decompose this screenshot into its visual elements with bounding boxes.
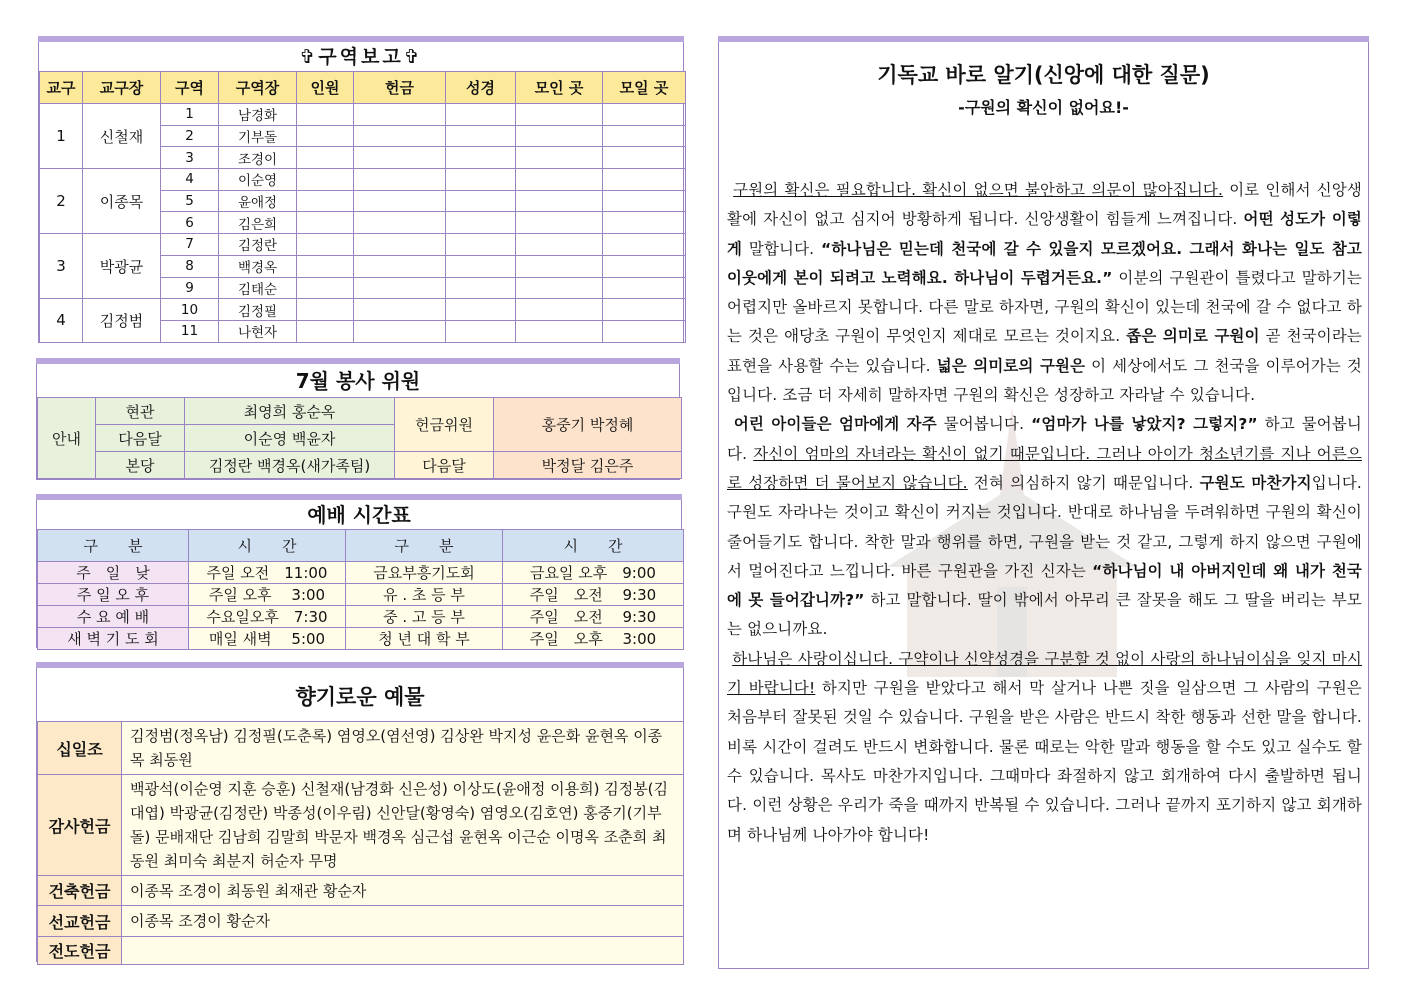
zone-leader: 조경이: [219, 147, 297, 169]
empty-cell: [297, 169, 354, 191]
service-committee-section: [36, 358, 680, 480]
bold-text: 어린 아이들은 엄마에게 자주: [733, 415, 937, 434]
empty-cell: [516, 277, 603, 299]
empty-cell: [603, 277, 686, 299]
service-name: 중 . 고 등 부: [346, 606, 503, 628]
empty-cell: [297, 125, 354, 147]
parish-leader: 이종목: [83, 169, 161, 234]
zone-leader: 나현자: [219, 320, 297, 342]
body-text: 곧 천국이라는 표현을 사용할 수는 있습니다.: [727, 327, 1363, 375]
service-name: 청 년 대 학 부: [346, 628, 503, 650]
empty-cell: [297, 277, 354, 299]
zone-number: 6: [161, 212, 219, 234]
zone-leader: 김은희: [219, 212, 297, 234]
service-time: 주일 오전 9:30: [503, 606, 684, 628]
service-time: 주일 오후 3:00: [503, 628, 684, 650]
zone-leader: 김정란: [219, 234, 297, 256]
zone-leader: 김정필: [219, 299, 297, 321]
col-header-category: 구 분: [38, 530, 189, 562]
body-text: 이 세상에서도 그 천국을 이루어가는 것입니다. 조금 더 자세히 말하자면 구원의 확신은 성장하고 자라날 수 있습니다.: [727, 356, 1362, 405]
parish-number: 3: [40, 234, 83, 299]
section-top-bar: [36, 662, 684, 668]
body-text: 하고 물어봅니다.: [727, 415, 1363, 463]
offerings-section: [36, 662, 684, 962]
offering-donors: 이종목 조경이 최동원 최재관 황순자: [122, 876, 684, 906]
service-name: 유 . 초 등 부: [346, 584, 503, 606]
parish-leader: 신철재: [83, 104, 161, 169]
bold-text: 구원도 마찬가지: [1199, 473, 1312, 492]
empty-cell: [297, 212, 354, 234]
service-names: 이순영 백윤자: [185, 425, 395, 452]
worship-header-row: [38, 530, 684, 562]
col-header-time: 시 간: [503, 530, 684, 562]
empty-cell: [446, 169, 516, 191]
article-subtitle: -구원의 확신이 없어요!-: [958, 98, 1129, 117]
empty-cell: [516, 320, 603, 342]
body-text: 이분의 구원관이 틀렸다고 말하기는 어렵지만 올바르지 못합니다. 다른 말로 하자면, 구원의 확신이 있는데 천국에 갈 수 없다고 하는 것은 애당초 구원이 무엇인지 제대로 모르는 것이지요.: [727, 268, 1362, 346]
empty-cell: [516, 147, 603, 169]
body-text: 말합니다.: [742, 239, 822, 258]
empty-cell: [516, 212, 603, 234]
body-text: 하지만 구원을 받았다고 해서 막 살거나 나쁜 짓을 일삼으면 그 사람의 구원은 처음부터 잘못된 것일 수 있습니다. 구원을 받은 사람은 반드시 착한 행동과 선한 말을 합니다. 비록 시간이 걸려도 반드시 변화합니다. 물론 때로는 악한 말과 행동을 할 수도 있고 실수도 할 수 있습니다. 목사도 마찬가지입니다. 그때마다 좌절하지 않고 회개하여 다시 출발하면 됩니다. 이런 상황은 우리가 죽을 때까지 반복될 수 있습니다. 그러나 끝까지 포기하지 않고 회개하며 하나님께 나아가야 합니다!: [727, 679, 1362, 844]
empty-cell: [297, 255, 354, 277]
empty-cell: [354, 320, 446, 342]
table-row: [38, 584, 684, 606]
col-header-category: 구 분: [346, 530, 503, 562]
empty-cell: [297, 299, 354, 321]
worship-schedule-section: [36, 494, 682, 648]
offering-donors: 김정범(정옥남) 김정필(도춘록) 염영오(염선영) 김상완 박지성 윤은화 윤현옥 이종목 최동원: [122, 722, 684, 775]
table-row: [40, 169, 686, 191]
table-row: [38, 606, 684, 628]
empty-cell: [603, 169, 686, 191]
service-table: [37, 397, 682, 479]
offering-type-label: 감사헌금: [38, 775, 122, 876]
article-title: 기독교 바로 알기(신앙에 대한 질문): [877, 63, 1210, 87]
col-header-parish: 교구: [40, 72, 83, 104]
guide-label: 안내: [38, 398, 96, 479]
service-time: 금요일 오후 9:00: [503, 562, 684, 584]
zone-leader: 기부돌: [219, 125, 297, 147]
service-name: 금요부흥기도회: [346, 562, 503, 584]
article-paragraph: [727, 176, 1362, 410]
article-body: [727, 176, 1362, 850]
body-text: 입니다. 구원도 자라나는 것이고 확신이 커지는 것입니다. 반대로 하나님을 두려워하면 구원의 확신이 줄어들기도 합니다. 착한 말과 행위를 하면, 구원을 받는 것 같고, 그렇게 하지 않으면 구원에서 멀어진다고 느낍니다. 바른 구원관을 가진 신자는: [727, 473, 1363, 580]
article-section: [718, 36, 1369, 969]
col-header-offering: 헌금: [354, 72, 446, 104]
table-row: [38, 562, 684, 584]
offering-committee-names: 홍중기 박정혜: [494, 398, 682, 452]
offering-donors: 이종목 조경이 황순자: [122, 906, 684, 937]
empty-cell: [354, 104, 446, 126]
empty-cell: [297, 104, 354, 126]
bold-quote: “엄마가 나를 낳았지? 그렇지?”: [1031, 415, 1258, 434]
zone-number: 5: [161, 190, 219, 212]
empty-cell: [603, 147, 686, 169]
worship-title: 예배 시간표: [307, 503, 411, 527]
table-row: [40, 104, 686, 126]
section-top-bar: [36, 494, 682, 500]
service-time: 주일 오전 11:00: [189, 562, 346, 584]
empty-cell: [603, 320, 686, 342]
parish-leader: 박광균: [83, 234, 161, 299]
service-time: 매일 새벽 5:00: [189, 628, 346, 650]
article-paragraph: [727, 410, 1362, 644]
underlined-text: 구원의 확신은 필요합니다. 확신이 없으면 불안하고 의문이 많아집니다.: [733, 181, 1224, 199]
body-text: 이로 인해서 신앙생활에 자신이 없고 심지어 방황하게 됩니다. 신앙생활이 힘들게 느껴집니다.: [727, 181, 1362, 229]
offering-committee-label: 헌금위원: [395, 398, 494, 452]
zone-number: 11: [161, 320, 219, 342]
section-top-bar: [38, 36, 684, 42]
offerings-title: 향기로운 예물: [295, 685, 425, 709]
zone-leader: 김태순: [219, 277, 297, 299]
col-header-parish-leader: 교구장: [83, 72, 161, 104]
empty-cell: [354, 277, 446, 299]
empty-cell: [446, 277, 516, 299]
table-row: [38, 775, 684, 876]
parish-number: 1: [40, 104, 83, 169]
service-name: 수 요 예 배: [38, 606, 189, 628]
offering-type-label: 십일조: [38, 722, 122, 775]
empty-cell: [297, 234, 354, 256]
bold-quote: “하나님은 믿는데 천국에 갈 수 있을지 모르겠어요. 그래서 화나는 일도 참고 이웃에게 본이 되려고 노력해요. 하나님이 두렵거든요.”: [727, 239, 1363, 287]
empty-cell: [516, 125, 603, 147]
zone-number: 9: [161, 277, 219, 299]
empty-cell: [354, 255, 446, 277]
service-time: 수요일오후 7:30: [189, 606, 346, 628]
section-top-bar: [718, 36, 1369, 42]
empty-cell: [603, 212, 686, 234]
zone-leader: 남경화: [219, 104, 297, 126]
parish-number: 2: [40, 169, 83, 234]
col-header-zone: 구역: [161, 72, 219, 104]
zone-leader: 윤애정: [219, 190, 297, 212]
empty-cell: [446, 190, 516, 212]
bold-text: 좁은 의미로 구원이: [1126, 327, 1260, 346]
underlined-text: 하나님은 사랑이십니다. 구약이나 신약성경을 구분할 것 없이 사랑의 하나님이심을 잊지 마시기 바랍니다!: [727, 649, 1363, 698]
zone-report-table: [39, 71, 686, 343]
empty-cell: [516, 255, 603, 277]
service-names: 최영희 홍순옥: [185, 398, 395, 425]
empty-cell: [446, 212, 516, 234]
zone-number: 2: [161, 125, 219, 147]
table-row: [38, 876, 684, 906]
service-time: 주일 오전 9:30: [503, 584, 684, 606]
col-header-next-place: 모일 곳: [603, 72, 686, 104]
zone-number: 10: [161, 299, 219, 321]
col-header-zone-leader: 구역장: [219, 72, 297, 104]
empty-cell: [446, 147, 516, 169]
empty-cell: [297, 147, 354, 169]
col-header-time: 시 간: [189, 530, 346, 562]
bold-text: 넓은 의미로의 구원은: [936, 356, 1086, 375]
empty-cell: [446, 320, 516, 342]
table-row: [38, 722, 684, 775]
service-place: 현관: [96, 398, 185, 425]
table-row: [38, 628, 684, 650]
table-row: [40, 299, 686, 321]
table-row: [38, 906, 684, 937]
empty-cell: [446, 255, 516, 277]
zone-leader: 백경옥: [219, 255, 297, 277]
zone-leader: 이순영: [219, 169, 297, 191]
empty-cell: [516, 234, 603, 256]
zone-report-section: [38, 36, 684, 343]
empty-cell: [603, 255, 686, 277]
next-month-label: 다음달: [395, 452, 494, 479]
service-title: 7월 봉사 위원: [295, 369, 421, 393]
empty-cell: [516, 190, 603, 212]
section-top-bar: [36, 358, 680, 364]
parish-number: 4: [40, 299, 83, 342]
col-header-bible: 성경: [446, 72, 516, 104]
empty-cell: [297, 320, 354, 342]
zone-report-title: ✞구역보고✞: [299, 46, 423, 68]
zone-number: 3: [161, 147, 219, 169]
empty-cell: [603, 125, 686, 147]
service-name: 주 일 낮: [38, 562, 189, 584]
article-paragraph: [727, 645, 1362, 850]
body-text: 하고 말합니다. 딸이 밖에서 아무리 큰 잘못을 해도 그 딸을 버리는 부모는 없으니까요.: [727, 591, 1363, 639]
table-row: [40, 234, 686, 256]
next-month-names: 박정달 김은주: [494, 452, 682, 479]
body-text: 물어봅니다.: [936, 415, 1032, 434]
bold-text: 어떤 성도가 이렇게: [727, 210, 1362, 258]
empty-cell: [354, 125, 446, 147]
empty-cell: [354, 299, 446, 321]
empty-cell: [297, 190, 354, 212]
offering-donors: 백광석(이순영 지훈 승훈) 신철재(남경화 신은성) 이상도(윤애정 이용희) 김정봉(김대엽) 박광균(김정란) 박종성(이우림) 신안달(황영숙) 염영오(김호연) 홍중기(기부돌) 문배재단 김남희 김말희 박문자 백경옥 심근섭 윤현옥 이근순 이명옥 조춘희 최동원 최미숙 최분지 허순자 무명: [122, 775, 684, 876]
zone-header-row: [40, 72, 686, 104]
empty-cell: [516, 299, 603, 321]
empty-cell: [603, 234, 686, 256]
empty-cell: [354, 169, 446, 191]
col-header-attendance: 인원: [297, 72, 354, 104]
empty-cell: [603, 190, 686, 212]
zone-number: 7: [161, 234, 219, 256]
service-names: 김정란 백경옥(새가족팀): [185, 452, 395, 479]
offering-donors: [122, 937, 684, 965]
empty-cell: [516, 104, 603, 126]
empty-cell: [446, 125, 516, 147]
service-place: 다음달: [96, 425, 185, 452]
empty-cell: [603, 299, 686, 321]
col-header-met-place: 모인 곳: [516, 72, 603, 104]
table-row: [38, 937, 684, 965]
zone-number: 1: [161, 104, 219, 126]
empty-cell: [354, 147, 446, 169]
bold-quote: “하나님이 내 아버지인데 왜 내가 천국에 못 들어갑니까?”: [727, 561, 1362, 610]
offering-type-label: 선교헌금: [38, 906, 122, 937]
service-place: 본당: [96, 452, 185, 479]
empty-cell: [354, 234, 446, 256]
table-row: [38, 398, 682, 425]
empty-cell: [446, 299, 516, 321]
empty-cell: [603, 104, 686, 126]
underlined-text: 자신이 엄마의 자녀라는 확신이 없기 때문입니다. 그러나 아이가 청소년기를 지나 어른으로 성장하면 더 물어보지 않습니다.: [727, 444, 1362, 492]
empty-cell: [446, 234, 516, 256]
empty-cell: [354, 190, 446, 212]
parish-leader: 김정범: [83, 299, 161, 342]
service-time: 주일 오후 3:00: [189, 584, 346, 606]
table-row: [38, 452, 682, 479]
offerings-table: [37, 721, 684, 965]
body-text: 전혀 의심하지 않기 때문입니다.: [967, 473, 1200, 492]
empty-cell: [354, 212, 446, 234]
empty-cell: [516, 169, 603, 191]
zone-number: 4: [161, 169, 219, 191]
zone-number: 8: [161, 255, 219, 277]
offering-type-label: 건축헌금: [38, 876, 122, 906]
service-name: 주 일 오 후: [38, 584, 189, 606]
worship-table: [37, 529, 684, 650]
offering-type-label: 전도헌금: [38, 937, 122, 965]
empty-cell: [446, 104, 516, 126]
service-name: 새 벽 기 도 회: [38, 628, 189, 650]
